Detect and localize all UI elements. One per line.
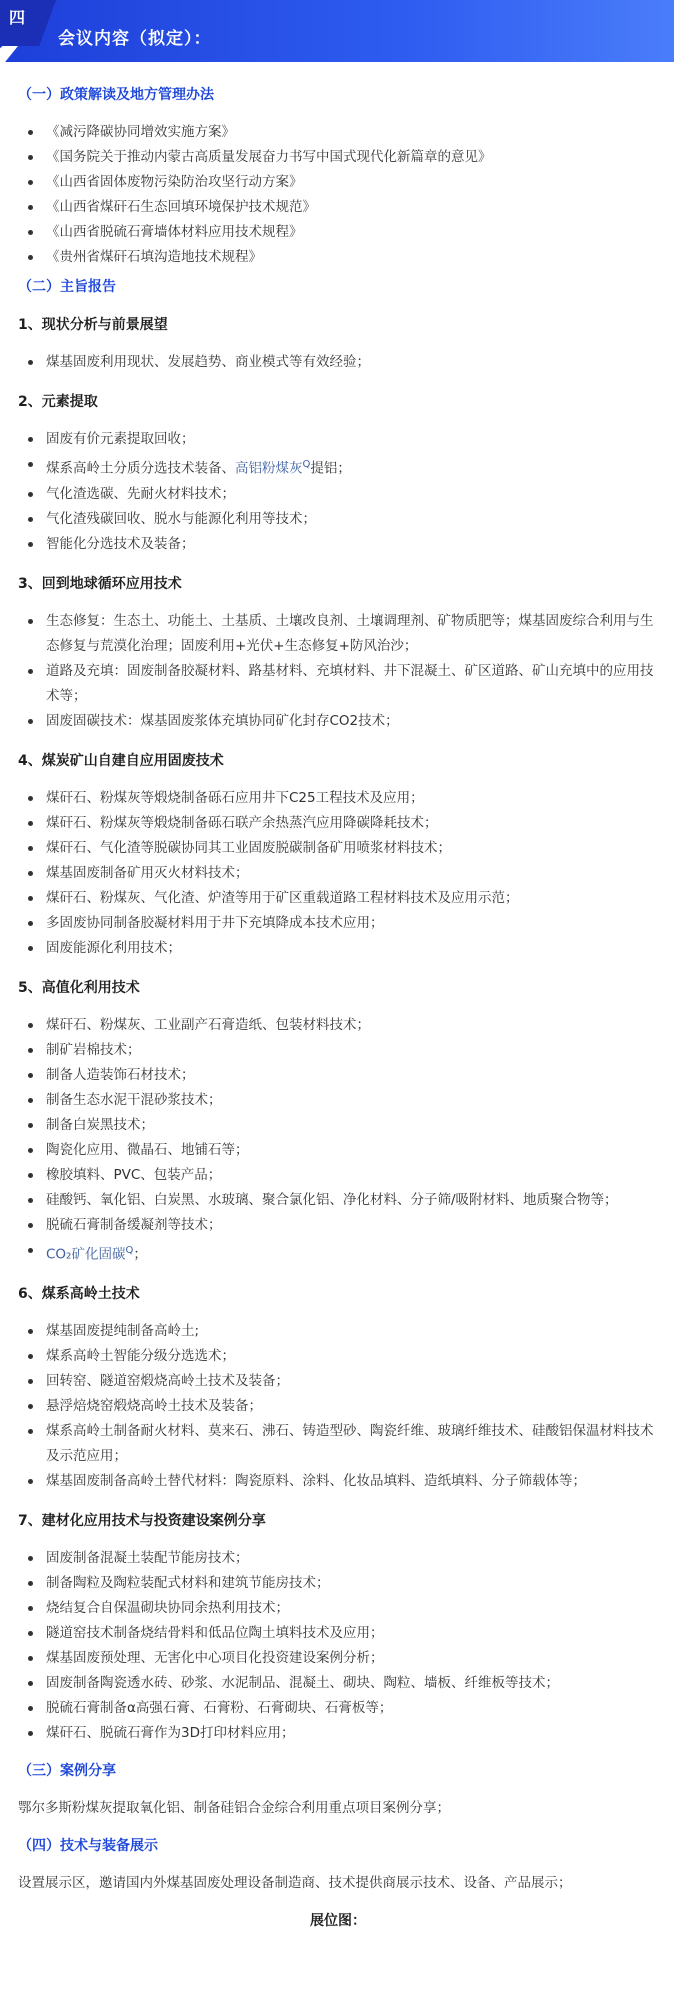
list-item: 煤矸石、粉煤灰等煅烧制备砾石联产余热蒸汽应用降碳降耗技术； — [18, 811, 658, 836]
list-item: 煤基固废提纯制备高岭土; — [18, 1319, 658, 1344]
list-item: 煤矸石、粉煤灰、气化渣、炉渣等用于矿区重载道路工程材料技术及应用示范； — [18, 886, 658, 911]
section-header — [0, 0, 674, 62]
list-item — [18, 1238, 658, 1268]
list-item: 固废制备混凝土装配节能房技术； — [18, 1546, 658, 1571]
case-heading: （三）案例分享 — [18, 1763, 116, 1779]
topic-list — [18, 609, 658, 734]
list-item: 气化渣残碳回收、脱水与能源化利用等技术； — [18, 507, 658, 532]
list-item: 煤矸石、粉煤灰等煅烧制备砾石应用井下C25工程技术及应用； — [18, 786, 658, 811]
content — [0, 62, 674, 1930]
topic-heading: 5、高值化利用技术 — [18, 979, 140, 996]
list-item: 煤系高岭土智能分级分选选术； — [18, 1344, 658, 1369]
list-item: 煤矸石、脱硫石膏作为3D打印材料应用； — [18, 1721, 658, 1746]
topic-list — [18, 427, 658, 557]
list-item: 固废能源化利用技术； — [18, 936, 658, 961]
list-item: 煤基固废制备矿用灭火材料技术； — [18, 861, 658, 886]
list-item: 生态修复：生态土、功能土、土基质、土壤改良剂、土壤调理剂、矿物质肥等；煤基固废综合利用与生态修复与荒漠化治理；固废利用+光伏+生态修复+防风治沙； — [18, 609, 658, 659]
topic-list — [18, 1013, 658, 1268]
list-item: 固废制备陶瓷透水砖、砂浆、水泥制品、混凝土、砌块、陶粒、墙板、纤维板等技术； — [18, 1671, 658, 1696]
topic-list — [18, 1546, 658, 1746]
list-item: 制备陶粒及陶粒装配式材料和建筑节能房技术； — [18, 1571, 658, 1596]
policy-heading: （一）政策解读及地方管理办法 — [18, 87, 214, 103]
topic-heading: 6、煤系高岭土技术 — [18, 1286, 140, 1302]
list-item: 《山西省脱硫石膏墙体材料应用技术规程》 — [18, 220, 658, 245]
list-item: 《减污降碳协同增效实施方案》 — [18, 120, 658, 145]
item-text: 提铝； — [310, 460, 351, 477]
list-item: 制备白炭黑技术； — [18, 1113, 658, 1138]
list-item: 陶瓷化应用、微晶石、地铺石等； — [18, 1138, 658, 1163]
list-item: 烧结复合自保温砌块协同余热利用技术； — [18, 1596, 658, 1621]
list-item: 道路及充填：固废制备胶凝材料、路基材料、充填材料、井下混凝土、矿区道路、矿山充填中的应用技术等； — [18, 659, 658, 709]
list-item: 《山西省固体废物污染防治攻坚行动方案》 — [18, 170, 658, 195]
keyword-link[interactable]: CO₂矿化固碳 — [46, 1246, 126, 1262]
keyword-link[interactable]: 高铝粉煤灰 — [235, 460, 303, 477]
topic-list — [18, 786, 658, 961]
list-item: 多固废协同制备胶凝材料用于井下充填降成本技术应用； — [18, 911, 658, 936]
topic-heading: 3、回到地球循环应用技术 — [18, 575, 182, 592]
search-icon[interactable]: Q — [302, 459, 311, 470]
section-title: 会议内容（拟定）： — [58, 29, 212, 49]
topic-heading: 2、元素提取 — [18, 394, 98, 410]
case-text: 鄂尔多斯粉煤灰提取氧化铝、制备硅铝合金综合利用重点项目案例分享； — [18, 1800, 450, 1816]
list-item: 固废有价元素提取回收； — [18, 427, 658, 452]
exhibit-heading: （四）技术与装备展示 — [18, 1838, 158, 1854]
list-item: 隧道窑技术制备烧结骨料和低品位陶土填料技术及应用； — [18, 1621, 658, 1646]
list-item: 《国务院关于推动内蒙古高质量发展奋力书写中国式现代化新篇章的意见》 — [18, 145, 658, 170]
list-item: 回转窑、隧道窑煅烧高岭土技术及装备； — [18, 1369, 658, 1394]
list-item: 脱硫石膏制备α高强石膏、石膏粉、石膏砌块、石膏板等； — [18, 1696, 658, 1721]
list-item: 煤基固废制备高岭土替代材料：陶瓷原料、涂料、化妆品填料、造纸填料、分子筛载体等； — [18, 1469, 658, 1494]
list-item: 气化渣选碳、先耐火材料技术； — [18, 482, 658, 507]
list-item: 煤矸石、粉煤灰、工业副产石膏造纸、包装材料技术； — [18, 1013, 658, 1038]
list-item: 智能化分选技术及装备； — [18, 532, 658, 557]
booth-map-label: 展位图： — [310, 1913, 366, 1929]
list-item — [18, 452, 658, 482]
list-item: 制矿岩棉技术； — [18, 1038, 658, 1063]
topic-heading: 4、煤炭矿山自建自应用固废技术 — [18, 752, 224, 769]
list-item: 煤系高岭土制备耐火材料、莫来石、沸石、铸造型砂、陶瓷纤维、玻璃纤维技术、硅酸铝保温材料技术及示范应用； — [18, 1419, 658, 1469]
list-item: 脱硫石膏制备缓凝剂等技术； — [18, 1213, 658, 1238]
list-item: 煤基固废利用现状、发展趋势、商业模式等有效经验； — [18, 350, 658, 375]
list-item: 悬浮焙烧窑煅烧高岭土技术及装备； — [18, 1394, 658, 1419]
topic-list — [18, 350, 658, 375]
topic-list — [18, 1319, 658, 1494]
section-number: 四 — [9, 8, 26, 27]
list-item: 煤矸石、气化渣等脱碳协同其工业固废脱碳制备矿用喷浆材料技术； — [18, 836, 658, 861]
list-item: 硅酸钙、氧化铝、白炭黑、水玻璃、聚合氯化铝、净化材料、分子筛/吸附材料、地质聚合物等； — [18, 1188, 658, 1213]
search-icon[interactable]: Q — [125, 1244, 134, 1256]
list-item: 《贵州省煤矸石填沟造地技术规程》 — [18, 245, 658, 270]
topic-heading: 7、建材化应用技术与投资建设案例分享 — [18, 1513, 266, 1529]
policy-list — [18, 120, 658, 270]
list-item: 制备人造装饰石材技术； — [18, 1063, 658, 1088]
item-text: ； — [133, 1246, 147, 1262]
list-item: 橡胶填料、PVC、包装产品； — [18, 1163, 658, 1188]
list-item: 煤基固废预处理、无害化中心项目化投资建设案例分析； — [18, 1646, 658, 1671]
item-text: 煤系高岭土分质分选技术装备、 — [46, 460, 235, 477]
list-item: 《山西省煤矸石生态回填环境保护技术规范》 — [18, 195, 658, 220]
keynote-heading: （二）主旨报告 — [18, 279, 116, 295]
list-item: 固废固碳技术：煤基固废浆体充填协同矿化封存CO2技术； — [18, 709, 658, 734]
topic-heading: 1、现状分析与前景展望 — [18, 317, 168, 333]
exhibit-text: 设置展示区，邀请国内外煤基固废处理设备制造商、技术提供商展示技术、设备、产品展示； — [18, 1875, 572, 1891]
list-item: 制备生态水泥干混砂浆技术； — [18, 1088, 658, 1113]
